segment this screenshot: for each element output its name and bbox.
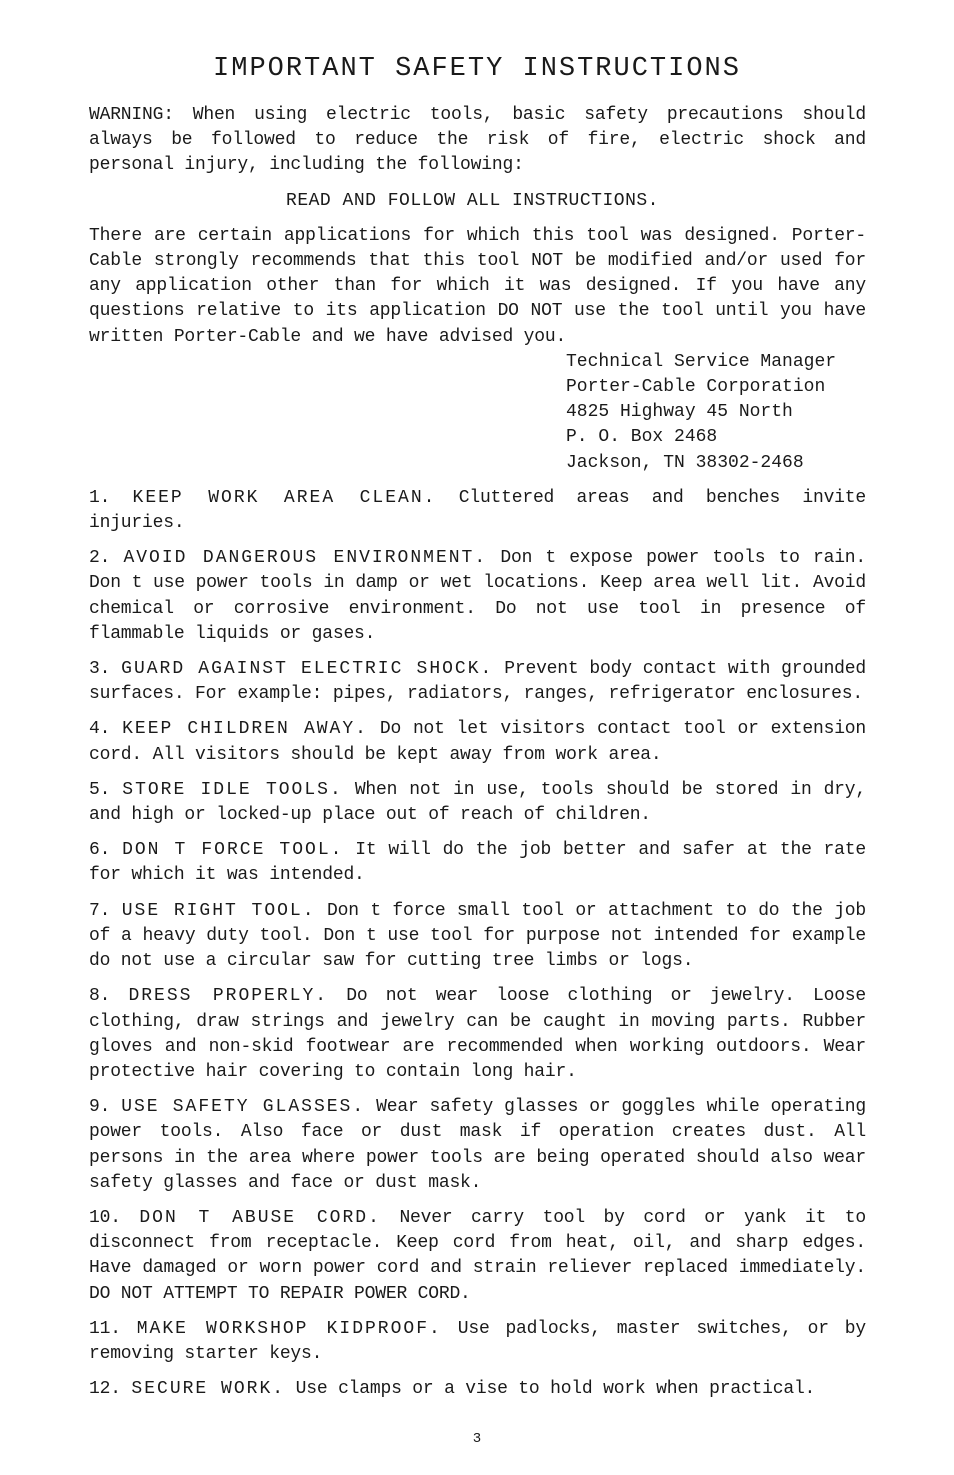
read-follow-line: READ AND FOLLOW ALL INSTRUCTIONS. [286,190,659,211]
warning-paragraph: WARNING: When using electric tools, basic safety precautions should always be followed to reduce the risk of fire, electric shock and personal injury, including the following: [89,105,866,176]
item-heading: USE SAFETY GLASSES. [121,1097,366,1118]
item-number: 10. [89,1207,121,1228]
document-body [89,103,866,1402]
address-line: 4825 Highway 45 North [566,402,793,423]
safety-item [89,899,866,975]
safety-item [89,657,866,707]
item-heading: KEEP WORK AREA CLEAN. [132,487,437,508]
address-line: Jackson, TN 38302-2468 [566,452,804,473]
safety-item [89,486,866,536]
item-heading: DON T ABUSE CORD. [139,1207,381,1228]
item-heading: DON T FORCE TOOL. [122,840,344,861]
item-text: Use padlocks, master switches, or by removing starter keys. [89,1318,866,1364]
intro-paragraph: There are certain applications for which this tool was designed. Porter-Cable strongly recommends that this tool NOT be modified and/or used for any application other than for which it was designed. If you have any questions relative to its application DO NOT use the tool until you have written Porter-Cable and we have advised you. [89,225,866,347]
item-number: 2. [89,548,111,569]
item-heading: AVOID DANGEROUS ENVIRONMENT. [123,548,488,569]
safety-item [89,717,866,767]
safety-item [89,546,866,647]
item-number: 3. [89,659,111,680]
safety-item [89,984,866,1085]
item-text: Do not let visitors contact tool or extension cord. All visitors should be kept away from work area. [89,719,866,765]
safety-item [89,1317,866,1367]
item-text: Wear safety glasses or goggles while operating power tools. Also face or dust mask if operation creates dust. All persons in the area where power tools are being operated should also wear safety glasses and face or dust mask. [89,1097,866,1193]
item-number: 1. [89,487,111,508]
safety-item [89,1095,866,1196]
item-text: Do not wear loose clothing or jewelry. Loose clothing, draw strings and jewelry can be caught in moving parts. Rubber gloves and non-skid footwear are recommended when working outdoors. Wear protective hair covering to contain long hair. [89,986,867,1082]
item-heading: DRESS PROPERLY. [128,986,329,1007]
item-number: 8. [89,986,111,1007]
item-number: 9. [89,1097,111,1118]
item-text: Don t force small tool or attachment to do the job of a heavy duty tool. Don t use tool for purpose not intended for example do not use a circular saw for cutting tree limbs or logs. [89,900,867,972]
item-number: 11. [89,1318,121,1339]
item-text: Cluttered areas and benches invite injuries. [89,487,866,534]
item-number: 7. [89,900,111,921]
item-text: It will do the job better and safer at the rate for which it was intended. [89,840,866,886]
item-text: Prevent body contact with grounded surfaces. For example: pipes, radiators, ranges, refrigerator enclosures. [89,659,866,705]
item-heading: STORE IDLE TOOLS. [122,779,343,800]
page-number: 3 [472,1431,482,1447]
address-line: Porter-Cable Corporation [566,377,826,398]
item-text: Never carry tool by cord or yank it to disconnect from receptacle. Keep cord from heat, oil, and sharp edges. Have damaged or worn power cord and strain reliever replaced immediately. DO NOT ATTEMPT TO REPAIR POWER CORD. [89,1207,866,1304]
safety-item [89,1206,866,1307]
address-line: P. O. Box 2468 [566,427,718,448]
safety-item [89,778,866,828]
item-heading: GUARD AGAINST ELECTRIC SHOCK. [121,659,494,680]
item-text: When not in use, tools should be stored in dry, and high or locked-up place out of reach of children. [89,779,866,826]
address-line: Technical Service Manager [566,351,837,372]
safety-item [89,838,866,888]
address-block [566,350,866,476]
item-heading: KEEP CHILDREN AWAY. [122,719,368,740]
item-text: Don t expose power tools to rain. Don t use power tools in damp or wet locations. Keep area well lit. Avoid chemical or corrosive environment. Do not use tool in presence of flammable liquids or gases. [89,548,866,644]
item-number: 6. [89,840,111,861]
safety-item [89,1377,866,1402]
page-title: IMPORTANT SAFETY INSTRUCTIONS [213,54,741,84]
item-number: 5. [89,779,111,800]
item-heading: MAKE WORKSHOP KIDPROOF. [136,1318,442,1339]
item-number: 4. [89,719,111,740]
item-number: 12. [89,1379,121,1400]
item-heading: SECURE WORK. [131,1379,286,1400]
item-text: Use clamps or a vise to hold work when practical. [295,1379,816,1400]
item-heading: USE RIGHT TOOL. [121,900,316,921]
